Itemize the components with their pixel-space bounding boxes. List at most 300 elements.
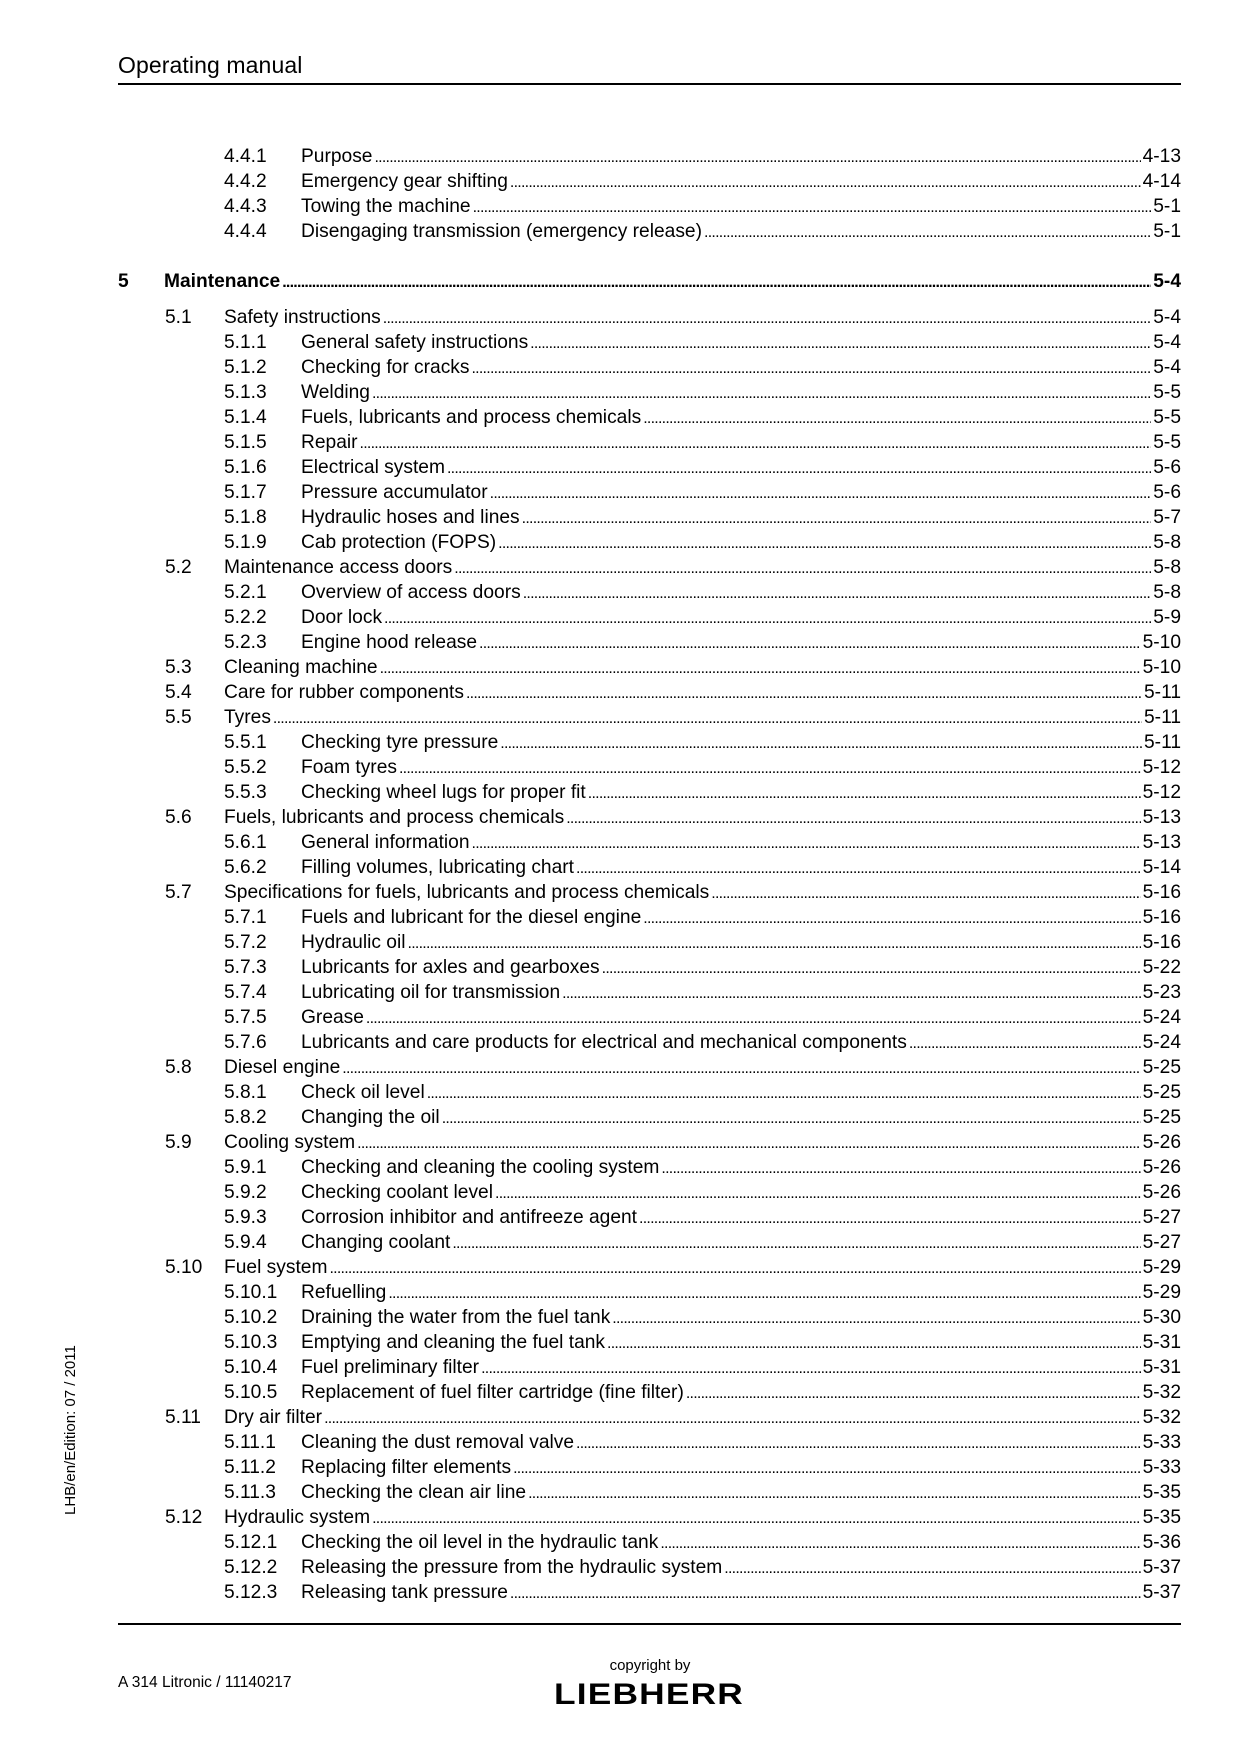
toc-entry-page: 5-16 (1142, 932, 1181, 953)
toc-dot-leader (472, 830, 1141, 856)
toc-dot-leader (522, 505, 1152, 531)
toc-entry[interactable] (118, 1130, 1181, 1155)
toc-dot-leader (408, 930, 1141, 956)
toc-entry[interactable] (118, 330, 1181, 355)
toc-entry[interactable] (118, 1255, 1181, 1280)
toc-entry-number: 5.7.2 (224, 932, 267, 953)
toc-entry-title: Hydraulic system (224, 1507, 371, 1528)
toc-entry-page: 5-16 (1142, 882, 1181, 903)
toc-entry-title: Maintenance (164, 271, 281, 292)
toc-entry-page: 5-13 (1142, 832, 1181, 853)
toc-dot-leader (357, 1130, 1140, 1156)
toc-entry-title: Cleaning machine (224, 657, 378, 678)
footer-copyright: copyright by (609, 1657, 691, 1674)
toc-entry-number: 5.12.2 (224, 1557, 278, 1578)
toc-entry-page: 5-35 (1142, 1507, 1181, 1528)
toc-entry-line (301, 855, 1181, 881)
toc-entry-title: Foam tyres (301, 757, 397, 778)
toc-entry-number: 5.12.3 (224, 1582, 278, 1603)
table-of-contents (118, 144, 1181, 1605)
toc-entry-number: 5.1.6 (224, 457, 267, 478)
toc-dot-leader (399, 755, 1141, 781)
toc-spacer (118, 294, 1181, 305)
toc-entry-title: Changing the oil (301, 1107, 440, 1128)
toc-entry-page: 5-4 (1153, 332, 1181, 353)
toc-entry-line (301, 505, 1181, 531)
toc-entry[interactable] (118, 1455, 1181, 1480)
toc-entry-line (301, 1380, 1181, 1406)
toc-entry-line (301, 1480, 1181, 1506)
toc-entry-title: Replacement of fuel filter cartridge (fine filter) (301, 1382, 684, 1403)
toc-entry-line (301, 1080, 1181, 1106)
toc-entry[interactable] (118, 305, 1181, 330)
toc-dot-leader (510, 1580, 1141, 1606)
toc-dot-leader (588, 780, 1141, 806)
toc-entry-page: 5-7 (1153, 507, 1181, 528)
toc-entry-line (224, 1405, 1181, 1431)
toc-entry[interactable] (118, 1155, 1181, 1180)
toc-entry-line (301, 480, 1181, 506)
toc-entry-title: Hydraulic oil (301, 932, 406, 953)
toc-dot-leader (661, 1155, 1140, 1181)
toc-dot-leader (576, 855, 1141, 881)
toc-entry-line (301, 380, 1181, 406)
toc-entry[interactable] (118, 1105, 1181, 1130)
toc-entry[interactable] (118, 480, 1181, 505)
toc-entry-title: Lubricants for axles and gearboxes (301, 957, 600, 978)
toc-dot-leader (711, 880, 1140, 906)
toc-entry-number: 5.6.1 (224, 832, 267, 853)
toc-entry[interactable] (118, 144, 1181, 169)
toc-entry-line (301, 980, 1181, 1006)
toc-entry-title: Pressure accumulator (301, 482, 488, 503)
toc-entry-page: 5-4 (1153, 271, 1181, 292)
toc-dot-leader (282, 269, 1151, 295)
toc-entry-title: Specifications for fuels, lubricants and process chemicals (224, 882, 710, 903)
toc-entry[interactable] (118, 530, 1181, 555)
toc-entry[interactable] (118, 1230, 1181, 1255)
toc-entry-number: 5.11 (165, 1407, 201, 1428)
toc-entry-page: 5-25 (1142, 1082, 1181, 1103)
toc-entry[interactable] (118, 269, 1181, 294)
toc-entry-line (301, 1230, 1181, 1256)
toc-entry[interactable] (118, 1330, 1181, 1355)
toc-entry-title: Replacing filter elements (301, 1457, 512, 1478)
toc-entry-page: 5-8 (1153, 532, 1181, 553)
toc-entry-number: 4.4.3 (224, 196, 267, 217)
toc-entry-title: Hydraulic hoses and lines (301, 507, 520, 528)
toc-entry[interactable] (118, 219, 1181, 244)
toc-entry-title: Engine hood release (301, 632, 478, 653)
toc-entry-line (301, 830, 1181, 856)
toc-dot-leader (454, 555, 1151, 581)
toc-entry-line (301, 1555, 1181, 1581)
toc-entry[interactable] (118, 955, 1181, 980)
toc-entry-title: Lubricants and care products for electrical and mechanical components (301, 1032, 907, 1053)
toc-entry[interactable] (118, 1280, 1181, 1305)
toc-entry-page: 5-22 (1142, 957, 1181, 978)
toc-dot-leader (513, 1455, 1140, 1481)
toc-entry[interactable] (118, 1055, 1181, 1080)
toc-entry-number: 5.9.4 (224, 1232, 267, 1253)
toc-entry-line (301, 605, 1181, 631)
toc-entry-number: 5.7.6 (224, 1032, 267, 1053)
toc-entry[interactable] (118, 355, 1181, 380)
toc-entry-title: Releasing the pressure from the hydraulic system (301, 1557, 723, 1578)
toc-entry-line (301, 1280, 1181, 1306)
toc-entry-title: Corrosion inhibitor and antifreeze agent (301, 1207, 637, 1228)
toc-entry-title: Emptying and cleaning the fuel tank (301, 1332, 606, 1353)
toc-dot-leader (324, 1405, 1141, 1431)
toc-dot-leader (495, 1180, 1141, 1206)
toc-entry[interactable] (118, 930, 1181, 955)
toc-entry-number: 5.1.4 (224, 407, 267, 428)
toc-entry-title: Cab protection (FOPS) (301, 532, 497, 553)
toc-entry-page: 5-25 (1142, 1057, 1181, 1078)
toc-entry-line (301, 1305, 1181, 1331)
toc-dot-leader (500, 730, 1142, 756)
toc-entry-line (301, 530, 1181, 556)
toc-entry[interactable] (118, 380, 1181, 405)
toc-entry-number: 5.6.2 (224, 857, 267, 878)
toc-entry-number: 5.1 (165, 307, 192, 328)
toc-dot-leader (388, 1280, 1140, 1306)
toc-entry-page: 5-12 (1142, 757, 1181, 778)
toc-entry-number: 5.9.1 (224, 1157, 267, 1178)
toc-entry-line (224, 805, 1181, 831)
toc-entry-line (301, 1005, 1181, 1031)
toc-entry-title: Care for rubber components (224, 682, 464, 703)
toc-entry-line (224, 655, 1181, 681)
toc-entry-line (224, 1255, 1181, 1281)
toc-dot-leader (452, 1230, 1140, 1256)
toc-dot-leader (643, 905, 1140, 931)
toc-entry[interactable] (118, 505, 1181, 530)
toc-entry-page: 5-26 (1142, 1132, 1181, 1153)
toc-entry-title: Purpose (301, 146, 373, 167)
toc-entry[interactable] (118, 1005, 1181, 1030)
toc-entry-number: 4.4.1 (224, 146, 267, 167)
toc-entry[interactable] (118, 1380, 1181, 1405)
toc-entry-page: 5-8 (1153, 582, 1181, 603)
toc-entry-title: Electrical system (301, 457, 445, 478)
toc-entry-line (301, 1355, 1181, 1381)
toc-entry-number: 5.8.1 (224, 1082, 267, 1103)
toc-entry-line (301, 1455, 1181, 1481)
toc-entry-number: 5.11.2 (224, 1457, 276, 1478)
toc-entry[interactable] (118, 1480, 1181, 1505)
toc-entry-number: 4.4.4 (224, 221, 267, 242)
toc-entry-page: 5-33 (1142, 1457, 1181, 1478)
toc-entry[interactable] (118, 780, 1181, 805)
toc-entry[interactable] (118, 980, 1181, 1005)
toc-entry-number: 5.1.3 (224, 382, 267, 403)
toc-entry-line (301, 405, 1181, 431)
toc-entry-title: Grease (301, 1007, 364, 1028)
toc-entry-line (301, 455, 1181, 481)
page-header-title: Operating manual (118, 52, 303, 78)
toc-entry-title: Diesel engine (224, 1057, 341, 1078)
toc-entry[interactable] (118, 1355, 1181, 1380)
toc-entry[interactable] (118, 605, 1181, 630)
toc-entry-number: 5.5.1 (224, 732, 267, 753)
toc-entry-line (224, 305, 1181, 331)
toc-entry[interactable] (118, 1080, 1181, 1105)
toc-entry-page: 5-27 (1142, 1232, 1181, 1253)
toc-entry-title: Checking the oil level in the hydraulic tank (301, 1532, 659, 1553)
toc-entry-title: Changing coolant (301, 1232, 451, 1253)
toc-entry-title: Safety instructions (224, 307, 381, 328)
toc-entry-number: 5.9 (165, 1132, 192, 1153)
toc-entry-title: Checking and cleaning the cooling system (301, 1157, 660, 1178)
toc-entry-title: Fuels, lubricants and process chemicals (301, 407, 642, 428)
toc-entry-number: 5.1.9 (224, 532, 267, 553)
toc-dot-leader (704, 219, 1151, 245)
toc-entry-title: Filling volumes, lubricating chart (301, 857, 575, 878)
toc-entry-line (164, 269, 1181, 295)
toc-entry-number: 5.8 (165, 1057, 192, 1078)
toc-dot-leader (427, 1080, 1141, 1106)
toc-dot-leader (473, 194, 1152, 220)
toc-entry[interactable] (118, 430, 1181, 455)
toc-dot-leader (724, 1555, 1140, 1581)
toc-entry-page: 5-26 (1142, 1182, 1181, 1203)
toc-entry-page: 5-26 (1142, 1157, 1181, 1178)
toc-entry-number: 5.2.2 (224, 607, 267, 628)
toc-entry-title: Disengaging transmission (emergency release) (301, 221, 702, 242)
toc-entry-line (301, 330, 1181, 356)
toc-entry-title: General information (301, 832, 470, 853)
toc-entry-page: 5-13 (1142, 807, 1181, 828)
toc-dot-leader (384, 605, 1151, 631)
toc-entry[interactable] (118, 1555, 1181, 1580)
toc-entry-page: 5-8 (1153, 557, 1181, 578)
toc-entry-page: 5-23 (1142, 982, 1181, 1003)
toc-entry-line (301, 930, 1181, 956)
toc-entry-number: 5.9.3 (224, 1207, 267, 1228)
toc-entry-page: 5-14 (1142, 857, 1181, 878)
toc-entry[interactable] (118, 169, 1181, 194)
toc-entry-number: 5.10.1 (224, 1282, 278, 1303)
toc-entry-title: General safety instructions (301, 332, 529, 353)
toc-entry-page: 4-14 (1142, 171, 1181, 192)
toc-entry-title: Fuel preliminary filter (301, 1357, 480, 1378)
toc-entry-line (301, 1430, 1181, 1456)
edition-note: LHB/en/Edition: 07 / 2011 (62, 1345, 79, 1515)
toc-entry-title: Cooling system (224, 1132, 356, 1153)
toc-entry-page: 5-4 (1153, 307, 1181, 328)
toc-entry-number: 5.7.1 (224, 907, 267, 928)
toc-entry-page: 5-33 (1142, 1432, 1181, 1453)
toc-dot-leader (686, 1380, 1141, 1406)
toc-entry[interactable] (118, 455, 1181, 480)
toc-entry[interactable] (118, 580, 1181, 605)
toc-dot-leader (909, 1030, 1141, 1056)
toc-entry-title: Dry air filter (224, 1407, 323, 1428)
toc-dot-leader (481, 1355, 1141, 1381)
toc-entry[interactable] (118, 830, 1181, 855)
toc-entry-title: Lubricating oil for transmission (301, 982, 561, 1003)
toc-entry[interactable] (118, 1430, 1181, 1455)
toc-entry[interactable] (118, 905, 1181, 930)
toc-entry[interactable] (118, 1305, 1181, 1330)
toc-entry-page: 5-24 (1142, 1032, 1181, 1053)
toc-entry-number: 5.1.7 (224, 482, 267, 503)
toc-dot-leader (530, 330, 1151, 356)
toc-entry-page: 5-37 (1142, 1582, 1181, 1603)
toc-entry[interactable] (118, 680, 1181, 705)
toc-dot-leader (329, 1255, 1140, 1281)
toc-entry-number: 5 (118, 271, 129, 292)
toc-entry-title: Checking for cracks (301, 357, 470, 378)
toc-entry[interactable] (118, 405, 1181, 430)
toc-entry-number: 5.10.3 (224, 1332, 278, 1353)
toc-entry-title: Fuels and lubricant for the diesel engine (301, 907, 642, 928)
toc-entry-line (301, 1530, 1181, 1556)
toc-entry-title: Tyres (224, 707, 271, 728)
toc-entry-page: 5-5 (1153, 407, 1181, 428)
toc-entry-page: 5-1 (1153, 196, 1181, 217)
toc-entry-page: 5-5 (1153, 432, 1181, 453)
liebherr-logo (551, 1679, 747, 1709)
toc-entry-line (301, 1580, 1181, 1606)
toc-entry[interactable] (118, 1530, 1181, 1555)
toc-entry-number: 5.12.1 (224, 1532, 278, 1553)
toc-entry-line (301, 1155, 1181, 1181)
toc-dot-leader (528, 1480, 1141, 1506)
toc-entry-title: Maintenance access doors (224, 557, 453, 578)
toc-entry-number: 5.1.2 (224, 357, 267, 378)
toc-entry-number: 4.4.2 (224, 171, 267, 192)
toc-entry[interactable] (118, 705, 1181, 730)
toc-entry-number: 5.7.5 (224, 1007, 267, 1028)
toc-entry-page: 5-11 (1144, 732, 1181, 753)
toc-entry-title: Checking the clean air line (301, 1482, 527, 1503)
toc-dot-leader (366, 1005, 1141, 1031)
toc-entry[interactable] (118, 1405, 1181, 1430)
toc-dot-leader (562, 980, 1140, 1006)
toc-dot-leader (372, 380, 1151, 406)
toc-dot-leader (273, 705, 1142, 731)
footer-rule (118, 1623, 1181, 1625)
toc-dot-leader (523, 580, 1152, 606)
toc-entry-line (224, 705, 1181, 731)
toc-entry[interactable] (118, 555, 1181, 580)
toc-entry-number: 5.9.2 (224, 1182, 267, 1203)
toc-dot-leader (566, 805, 1140, 831)
toc-entry-number: 5.2.1 (224, 582, 267, 603)
toc-entry-page: 5-1 (1153, 221, 1181, 242)
toc-entry-line (224, 1130, 1181, 1156)
toc-entry-page: 5-32 (1142, 1382, 1181, 1403)
toc-entry-page: 5-11 (1144, 707, 1181, 728)
toc-dot-leader (442, 1105, 1141, 1131)
toc-entry-page: 5-31 (1142, 1357, 1181, 1378)
toc-entry-line (224, 680, 1181, 706)
toc-entry-line (224, 1505, 1181, 1531)
toc-entry-number: 5.10.5 (224, 1382, 278, 1403)
toc-entry-line (301, 144, 1181, 170)
toc-entry[interactable] (118, 1205, 1181, 1230)
toc-entry-title: Welding (301, 382, 370, 403)
toc-entry-line (224, 555, 1181, 581)
toc-dot-leader (372, 1505, 1141, 1531)
toc-entry-title: Fuel system (224, 1257, 328, 1278)
toc-entry-line (301, 430, 1181, 456)
toc-entry-page: 5-31 (1142, 1332, 1181, 1353)
toc-entry-number: 5.2 (165, 557, 192, 578)
toc-entry-line (301, 1205, 1181, 1231)
toc-entry-number: 5.8.2 (224, 1107, 267, 1128)
toc-entry-title: Emergency gear shifting (301, 171, 508, 192)
toc-entry[interactable] (118, 880, 1181, 905)
toc-spacer (118, 244, 1181, 269)
toc-entry-page: 5-4 (1153, 357, 1181, 378)
toc-entry-title: Overview of access doors (301, 582, 521, 603)
toc-dot-leader (498, 530, 1151, 556)
toc-entry-line (301, 780, 1181, 806)
toc-entry-number: 5.11.3 (224, 1482, 276, 1503)
toc-entry-page: 5-9 (1153, 607, 1181, 628)
toc-dot-leader (639, 1205, 1141, 1231)
liebherr-logo-text: LIEBHERR (554, 1679, 744, 1709)
toc-entry[interactable] (118, 1580, 1181, 1605)
toc-entry-number: 5.1.8 (224, 507, 267, 528)
toc-entry-page: 5-35 (1142, 1482, 1181, 1503)
toc-entry-title: Fuels, lubricants and process chemicals (224, 807, 565, 828)
toc-entry-title: Repair (301, 432, 358, 453)
toc-dot-leader (466, 680, 1142, 706)
toc-dot-leader (374, 144, 1140, 170)
toc-dot-leader (380, 655, 1141, 681)
toc-entry-page: 4-13 (1142, 146, 1181, 167)
toc-entry-title: Cleaning the dust removal valve (301, 1432, 575, 1453)
toc-entry-page: 5-10 (1142, 657, 1181, 678)
toc-entry-title: Refuelling (301, 1282, 387, 1303)
toc-entry-page: 5-32 (1142, 1407, 1181, 1428)
toc-entry[interactable] (118, 1030, 1181, 1055)
toc-entry-line (301, 194, 1181, 220)
toc-entry[interactable] (118, 805, 1181, 830)
toc-dot-leader (602, 955, 1141, 981)
toc-entry[interactable] (118, 755, 1181, 780)
toc-entry-number: 5.1.1 (224, 332, 267, 353)
toc-entry[interactable] (118, 1180, 1181, 1205)
toc-entry-title: Releasing tank pressure (301, 1582, 508, 1603)
toc-dot-leader (490, 480, 1152, 506)
toc-entry-line (301, 1180, 1181, 1206)
toc-entry-title: Door lock (301, 607, 383, 628)
toc-entry-line (301, 1030, 1181, 1056)
toc-entry[interactable] (118, 730, 1181, 755)
toc-entry-page: 5-12 (1142, 782, 1181, 803)
toc-entry-number: 5.10.4 (224, 1357, 278, 1378)
toc-entry[interactable] (118, 855, 1181, 880)
toc-entry-page: 5-37 (1142, 1557, 1181, 1578)
toc-entry[interactable] (118, 1505, 1181, 1530)
toc-entry-number: 5.7.3 (224, 957, 267, 978)
toc-dot-leader (383, 305, 1151, 331)
toc-entry-line (301, 630, 1181, 656)
toc-entry[interactable] (118, 630, 1181, 655)
toc-entry-page: 5-24 (1142, 1007, 1181, 1028)
toc-entry-line (301, 1105, 1181, 1131)
toc-entry[interactable] (118, 655, 1181, 680)
toc-entry-title: Checking tyre pressure (301, 732, 499, 753)
toc-dot-leader (607, 1330, 1141, 1356)
toc-entry[interactable] (118, 194, 1181, 219)
toc-entry-line (301, 730, 1181, 756)
